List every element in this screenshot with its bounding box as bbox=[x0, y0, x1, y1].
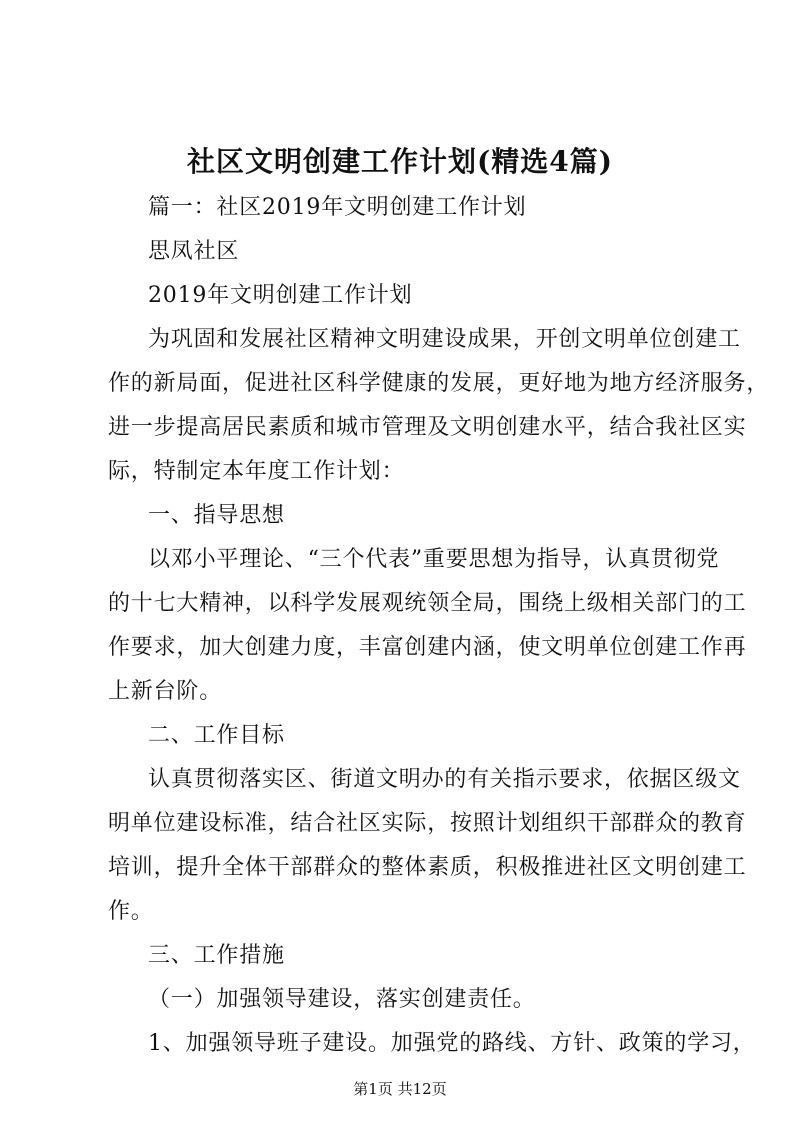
section-heading: 二、工作目标 bbox=[148, 723, 285, 748]
paragraph-line: 上新台阶。 bbox=[108, 679, 223, 704]
paragraph-line: 进一步提高居民素质和城市管理及文明创建水平，结合我社区实 bbox=[108, 415, 747, 440]
paragraph-line: 作要求，加大创建力度，丰富创建内涵，使文明单位创建工作再 bbox=[108, 635, 747, 660]
paragraph-line: 作。 bbox=[108, 899, 154, 924]
paragraph-line: 的十七大精神，以科学发展观统领全局，围绕上级相关部门的工 bbox=[108, 591, 747, 616]
plan-subtitle: 2019年文明创建工作计划 bbox=[148, 283, 413, 308]
paragraph-line: 作的新局面，促进社区科学健康的发展，更好地为地方经济服务， bbox=[108, 371, 770, 396]
paragraph-line: 1、加强领导班子建设。加强党的路线、方针、政策的学习， bbox=[148, 1031, 756, 1056]
page-footer: 第1页 共12页 bbox=[353, 1080, 447, 1098]
paragraph-line: 际，特制定本年度工作计划： bbox=[108, 459, 405, 484]
document-title: 社区文明创建工作计划(精选4篇) bbox=[187, 145, 613, 178]
paragraph-line: 为巩固和发展社区精神文明建设成果，开创文明单位创建工 bbox=[148, 327, 741, 352]
paragraph-line: 培训，提升全体干部群众的整体素质，积极推进社区文明创建工 bbox=[108, 855, 747, 880]
section-heading-1: 篇一：社区2019年文明创建工作计划 bbox=[148, 195, 527, 220]
paragraph-line: 明单位建设标准，结合社区实际，按照计划组织干部群众的教育 bbox=[108, 811, 747, 836]
subsection-heading: （一）加强领导建设，落实创建责任。 bbox=[148, 987, 536, 1012]
section-heading: 三、工作措施 bbox=[148, 943, 285, 968]
paragraph-line: 以邓小平理论、“三个代表”重要思想为指导，认真贯彻党 bbox=[148, 547, 720, 572]
section-heading: 一、指导思想 bbox=[148, 503, 285, 528]
community-name: 思凤社区 bbox=[148, 239, 240, 264]
paragraph-line: 认真贯彻落实区、街道文明办的有关指示要求，依据区级文 bbox=[148, 767, 741, 792]
